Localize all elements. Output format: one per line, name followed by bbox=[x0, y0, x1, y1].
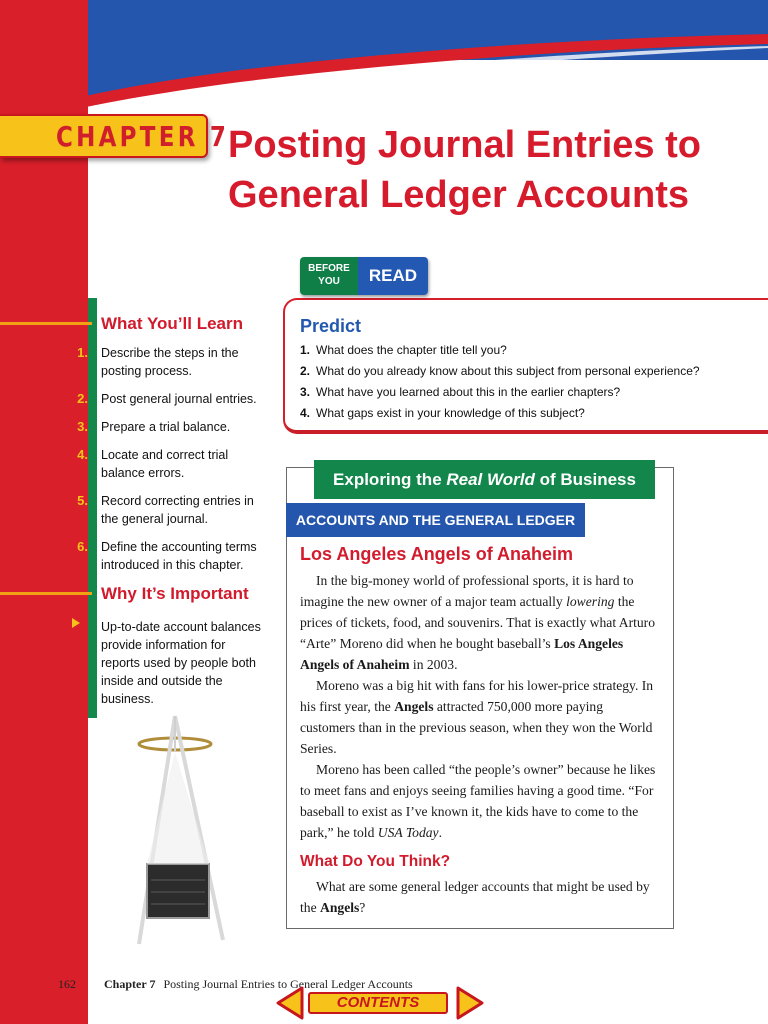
footer-chapter-title: Posting Journal Entries to General Ledger Accounts bbox=[163, 977, 413, 991]
item-number: 6. bbox=[77, 539, 88, 554]
trophy-sculpture-image bbox=[125, 712, 235, 952]
question-text: What do you already know about this subject from personal experience? bbox=[316, 364, 700, 378]
read-label: READ bbox=[358, 257, 428, 295]
text: Moreno has been called “the people’s owner” because he likes to meet fans and enjoys seeing families having a good time. “For baseball to exist as I’ve known it, the kids have to come to the park,” he told bbox=[300, 762, 656, 840]
question-number: 2. bbox=[300, 364, 311, 378]
question-text: What does the chapter title tell you? bbox=[316, 343, 507, 357]
page-title bbox=[228, 120, 748, 220]
important-divider bbox=[0, 592, 92, 595]
question-text: What have you learned about this in the earlier chapters? bbox=[316, 385, 621, 399]
item-text: Post general journal entries. bbox=[101, 392, 257, 406]
learn-list bbox=[0, 344, 270, 584]
learn-heading: What You’ll Learn bbox=[101, 314, 243, 333]
before-you-label bbox=[300, 257, 358, 295]
question-item bbox=[300, 406, 585, 420]
item-number: 3. bbox=[77, 419, 88, 434]
question-number: 3. bbox=[300, 385, 311, 399]
bold-text: Los Angeles Angels of Anaheim bbox=[300, 636, 624, 672]
think-text bbox=[300, 876, 660, 918]
think-heading: What Do You Think? bbox=[300, 853, 451, 870]
question-number: 1. bbox=[300, 343, 311, 357]
text: attracted 750,000 more paying customers than in the previous season, when they won the World Series. bbox=[300, 699, 653, 756]
emphasis: lowering bbox=[566, 594, 615, 609]
important-text: Up-to-date account balances provide information for reports used by people both inside and outside the business. bbox=[101, 620, 261, 706]
title-line-2: General Ledger Accounts bbox=[228, 174, 690, 216]
item-text: Describe the steps in the posting process. bbox=[101, 346, 239, 378]
story-paragraph bbox=[300, 570, 660, 675]
text: In the big-money world of professional sports, it is hard to imagine the new owner of a major team actually bbox=[300, 573, 634, 609]
question-number: 4. bbox=[300, 406, 311, 420]
important-heading: Why It’s Important bbox=[101, 584, 249, 603]
story-heading: Los Angeles Angels of Anaheim bbox=[300, 544, 574, 564]
text: in 2003. bbox=[409, 657, 458, 672]
arrow-bullet-icon bbox=[72, 618, 80, 628]
item-text: Define the accounting terms introduced in this chapter. bbox=[101, 540, 257, 572]
contents-button[interactable]: CONTENTS bbox=[308, 992, 448, 1014]
question-text: What gaps exist in your knowledge of this subject? bbox=[316, 406, 585, 420]
bold-text: Angels bbox=[394, 699, 434, 714]
story-paragraph bbox=[300, 675, 660, 759]
item-number: 5. bbox=[77, 493, 88, 508]
previous-page-icon[interactable] bbox=[276, 986, 304, 1020]
learn-divider bbox=[0, 322, 92, 325]
item-number: 1. bbox=[77, 345, 88, 360]
predict-heading: Predict bbox=[300, 316, 362, 336]
item-text: Locate and correct trial balance errors. bbox=[101, 448, 229, 480]
you-label: YOU bbox=[318, 276, 340, 287]
question-item bbox=[300, 385, 620, 399]
bold-text: Angels bbox=[320, 900, 360, 915]
section-subbanner: ACCOUNTS AND THE GENERAL LEDGER bbox=[286, 503, 585, 537]
question-item bbox=[300, 343, 507, 357]
banner-text: of Business bbox=[534, 470, 636, 489]
text: What are some general ledger accounts that might be used by the bbox=[300, 879, 650, 915]
before-you-read-badge bbox=[300, 257, 428, 295]
story-paragraph bbox=[300, 759, 660, 843]
item-text: Record correcting entries in the general journal. bbox=[101, 494, 254, 526]
real-world-banner bbox=[314, 460, 655, 499]
footer-chapter-label: Chapter 7 bbox=[104, 977, 156, 991]
banner-text: Exploring the bbox=[333, 470, 447, 489]
before-label: BEFORE bbox=[308, 263, 350, 274]
page-number: 162 bbox=[58, 977, 76, 991]
banner-emphasis: Real World bbox=[446, 470, 535, 489]
footer-chapter bbox=[104, 977, 413, 992]
text: ? bbox=[359, 900, 366, 915]
next-page-icon[interactable] bbox=[456, 986, 484, 1020]
title-line-1: Posting Journal Entries to bbox=[228, 124, 701, 166]
item-number: 4. bbox=[77, 447, 88, 462]
item-text: Prepare a trial balance. bbox=[101, 420, 231, 434]
text: . bbox=[438, 825, 442, 840]
story-body bbox=[300, 570, 660, 843]
question-item bbox=[300, 364, 700, 378]
chapter-label: CHAPTER 7 bbox=[56, 120, 230, 153]
emphasis: USA Today bbox=[377, 825, 439, 840]
text: the prices of tickets, food, and souvenirs. That is exactly what Arturo “Arte” Moreno did when he bought baseball’s bbox=[300, 594, 655, 651]
text: Moreno was a big hit with fans for his lower-price strategy. In his first year, the bbox=[300, 678, 654, 714]
item-number: 2. bbox=[77, 391, 88, 406]
